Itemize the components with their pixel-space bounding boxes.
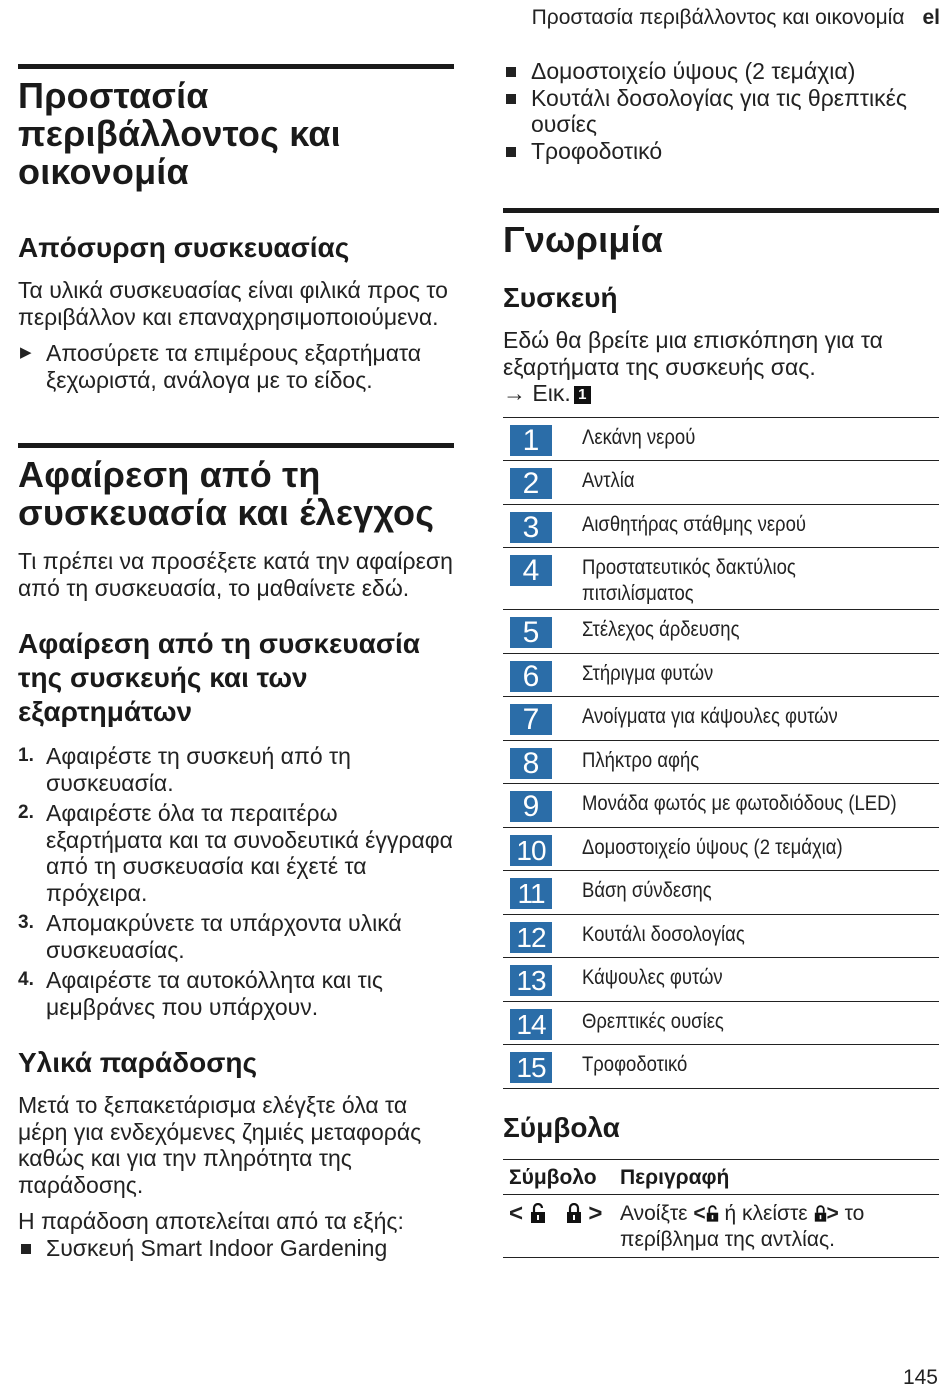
part-number-badge: 8 [510, 748, 552, 779]
list-item: Δομοστοιχείο ύψους (2 τεμάχια) [503, 58, 939, 85]
part-label: Αισθητήρας στάθμης νερού [582, 512, 806, 536]
figure-reference: → Εικ. 1 [503, 380, 939, 407]
part-label: Μονάδα φωτός με φωτοδιόδους (LED) [582, 792, 897, 815]
part-label: Κουτάλι δοσολογίας [582, 922, 745, 946]
table-row [503, 1045, 939, 1089]
column-header-description: Περιγραφή [614, 1159, 939, 1194]
part-number-badge: 15 [510, 1052, 552, 1083]
part-number-badge: 10 [510, 835, 552, 866]
table-row [503, 610, 939, 654]
table-row [503, 958, 939, 1002]
part-number-badge: 2 [510, 468, 552, 499]
section-rule [18, 443, 454, 448]
bullet-square-icon [506, 67, 516, 77]
unlocked-icon [706, 1205, 719, 1222]
left-column [18, 0, 454, 1261]
table-row [503, 828, 939, 872]
action-arrow-icon: ▶ [20, 344, 32, 361]
part-number-badge: 5 [510, 617, 552, 648]
table-header-row [503, 1159, 939, 1194]
figure-number: 1 [574, 386, 591, 404]
heading-unpacking: Αφαίρεση από τη συσκευασία και έλεγχος [18, 454, 435, 533]
part-label: Στέλεχος άρδευσης [582, 618, 740, 641]
delivery-list-right [503, 58, 939, 164]
section-rule [18, 64, 454, 69]
part-number-badge: 12 [510, 922, 552, 953]
locked-icon [814, 1205, 827, 1222]
list-item: Κουτάλι δοσολογίας για τις θρεπτικές ουσίες [503, 85, 939, 138]
part-label: Στήριγμα φυτών [582, 661, 714, 685]
bullet-square-icon [506, 94, 516, 104]
heading-unpack-device: Αφαίρεση από τη συσκευασία της συσκευής και των εξαρτημάτων [18, 628, 420, 727]
page-number: 145 [902, 1366, 938, 1389]
device-text: Εδώ θα βρείτε μια επισκόπηση για τα εξαρτήματα της συσκευής σας. [503, 327, 883, 380]
part-number-badge: 13 [510, 965, 552, 996]
disposal-text: Τα υλικά συσκευασίας είναι φιλικά προς το περιβάλλον και επαναχρησιμοποιούμενα. [18, 277, 448, 330]
list-item: 3. Απομακρύνετε τα υπάρχοντα υλικά συσκευασίας. [18, 910, 402, 963]
disposal-action [18, 340, 454, 393]
table-row [503, 1194, 939, 1257]
heading-environment: Προστασία περιβάλλοντος και οικονομία [18, 75, 341, 192]
part-number-badge: 4 [510, 555, 552, 586]
delivery-list-left [18, 1235, 454, 1262]
heading-device: Συσκευή [503, 282, 618, 313]
part-number-badge: 14 [510, 1009, 552, 1040]
locked-icon [566, 1203, 582, 1223]
column-header-symbol: Σύμβολο [503, 1159, 614, 1194]
part-number-badge: 7 [510, 704, 552, 735]
section-rule [503, 208, 939, 213]
part-label: Προστατευτικός δακτύλιος πιτσιλίσματος [582, 556, 796, 605]
table-row [503, 1002, 939, 1046]
bullet-square-icon [21, 1244, 31, 1254]
bullet-square-icon [506, 147, 516, 157]
parts-table [503, 417, 939, 1089]
unlocked-icon [530, 1203, 546, 1223]
table-row [503, 461, 939, 505]
heading-disposal: Απόσυρση συσκευασίας [18, 232, 350, 263]
part-label: Αντλία [582, 469, 635, 492]
part-number-badge: 6 [510, 661, 552, 692]
table-row [503, 548, 939, 610]
part-number-badge: 9 [510, 791, 552, 822]
part-label: Πλήκτρο αφής [582, 748, 700, 772]
table-row [503, 871, 939, 915]
part-label: Ανοίγματα για κάψουλες φυτών [582, 705, 838, 728]
heading-introduction: Γνωριμία [503, 219, 664, 260]
part-label: Θρεπτικές ουσίες [582, 1009, 724, 1033]
unpacking-intro: Τι πρέπει να προσέξετε κατά την αφαίρεση από τη συσκευασία, το μαθαίνετε εδώ. [18, 548, 453, 601]
description-cell: Ανοίξτε < ή κλείστε > το περίβλημα της αντλίας. [614, 1194, 939, 1257]
part-label: Κάψουλες φυτών [582, 966, 723, 989]
delivery-text: Μετά το ξεπακετάρισμα ελέγξτε όλα τα μέρη για ενδεχόμενες ζημιές μεταφοράς καθώς και για την πληρότητα της παράδοσης. [18, 1092, 422, 1198]
table-row [503, 915, 939, 959]
running-header-title: Προστασία περιβάλλοντος και οικονομία [531, 6, 905, 29]
part-label: Δομοστοιχείο ύψους (2 τεμάχια) [582, 835, 843, 859]
heading-delivery: Υλικά παράδοσης [18, 1047, 258, 1078]
part-label: Τροφοδοτικό [582, 1053, 688, 1076]
symbols-table [503, 1159, 939, 1258]
list-item: 4. Αφαιρέστε τα αυτοκόλλητα και τις μεμβράνες που υπάρχουν. [18, 967, 383, 1020]
disposal-action-text: Αποσύρετε τα επιμέρους εξαρτήματα ξεχωριστά, ανάλογα με το είδος. [46, 340, 422, 393]
part-number-badge: 11 [510, 878, 552, 909]
language-code: el [922, 6, 940, 29]
table-row [503, 654, 939, 698]
part-number-badge: 1 [510, 425, 552, 456]
table-row [503, 697, 939, 741]
list-item: Συσκευή Smart Indoor Gardening [18, 1235, 454, 1262]
table-row [503, 505, 939, 549]
heading-symbols: Σύμβολα [503, 1111, 620, 1143]
table-row [503, 784, 939, 828]
symbol-cell: < > [503, 1194, 614, 1257]
part-label: Λεκάνη νερού [582, 425, 696, 449]
part-label: Βάση σύνδεσης [582, 879, 712, 902]
list-item: Τροφοδοτικό [503, 138, 939, 165]
list-item: 2. Αφαιρέστε όλα τα περαιτέρω εξαρτήματα και τα συνοδευτικά έγγραφα από τη συσκευασία και έχετέ τα πρόχειρα. [18, 800, 453, 906]
part-number-badge: 3 [510, 512, 552, 543]
unpack-steps [18, 743, 454, 1020]
table-row [503, 418, 939, 462]
table-row [503, 741, 939, 785]
list-item: 1. Αφαιρέστε τη συσκευή από τη συσκευασία. [18, 743, 351, 796]
right-column [503, 0, 939, 1258]
delivery-intro: Η παράδοση αποτελείται από τα εξής: [18, 1208, 404, 1234]
